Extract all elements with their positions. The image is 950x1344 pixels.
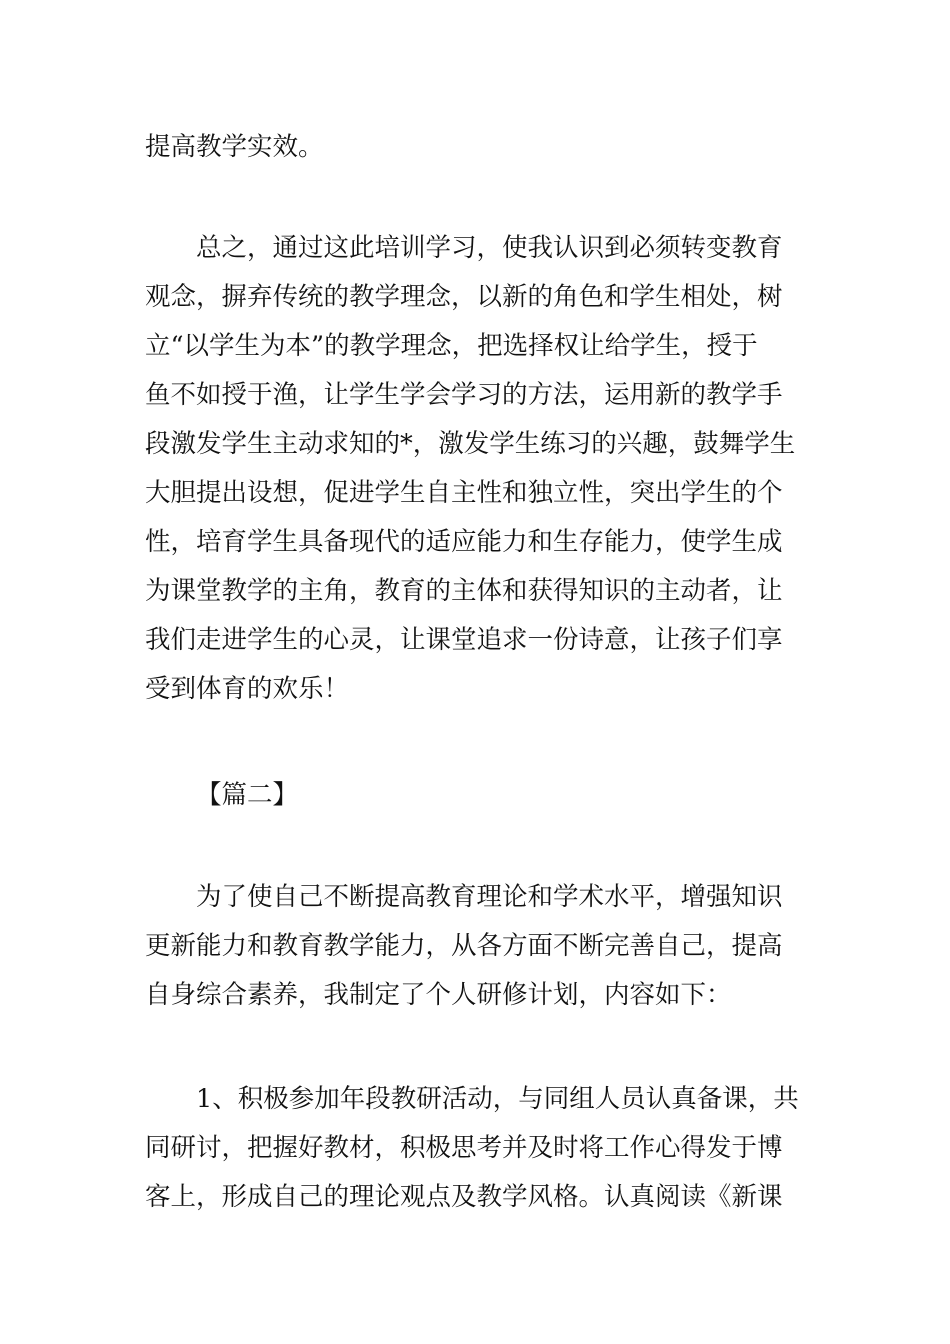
text-line: 总之，通过这此培训学习，使我认识到必须转变教育 bbox=[196, 233, 783, 263]
text-line: 我们走进学生的心灵，让课堂追求一份诗意，让孩子们享 bbox=[145, 625, 783, 655]
text-line: 性，培育学生具备现代的适应能力和生存能力，使学生成 bbox=[145, 527, 783, 557]
paragraph-intro bbox=[145, 873, 810, 1020]
text-line: 自身综合素养，我制定了个人研修计划，内容如下： bbox=[145, 980, 732, 1010]
paragraph-summary bbox=[145, 224, 810, 714]
section-heading-text: 【篇二】 bbox=[196, 780, 299, 810]
text-line: 1、积极参加年段教研活动，与同组人员认真备课，共 bbox=[196, 1084, 799, 1114]
text-line: 大胆提出设想，促进学生自主性和独立性，突出学生的个 bbox=[145, 478, 783, 508]
text-line: 更新能力和教育教学能力，从各方面不断完善自己，提高 bbox=[145, 931, 783, 961]
text-line: 观念，摒弃传统的教学理念，以新的角色和学生相处，树 bbox=[145, 282, 783, 312]
text-line: 立“以学生为本”的教学理念，把选择权让给学生，授于 bbox=[145, 331, 758, 361]
section-heading bbox=[145, 771, 810, 820]
paragraph-item-1 bbox=[145, 1075, 810, 1222]
text-line: 同研讨，把握好教材，积极思考并及时将工作心得发于博 bbox=[145, 1133, 783, 1163]
text-line: 为了使自己不断提高教育理论和学术水平，增强知识 bbox=[196, 882, 783, 912]
text-line: 段激发学生主动求知的*，激发学生练习的兴趣，鼓舞学生 bbox=[145, 429, 796, 459]
text-line: 受到体育的欢乐！ bbox=[145, 674, 350, 704]
text-line: 提高教学实效。 bbox=[145, 132, 324, 162]
text-line: 为课堂教学的主角，教育的主体和获得知识的主动者，让 bbox=[145, 576, 783, 606]
text-line: 客上，形成自己的理论观点及教学风格。认真阅读《新课 bbox=[145, 1182, 783, 1212]
text-line: 鱼不如授于渔，让学生学会学习的方法，运用新的教学手 bbox=[145, 380, 783, 410]
paragraph-continuation bbox=[145, 123, 810, 172]
